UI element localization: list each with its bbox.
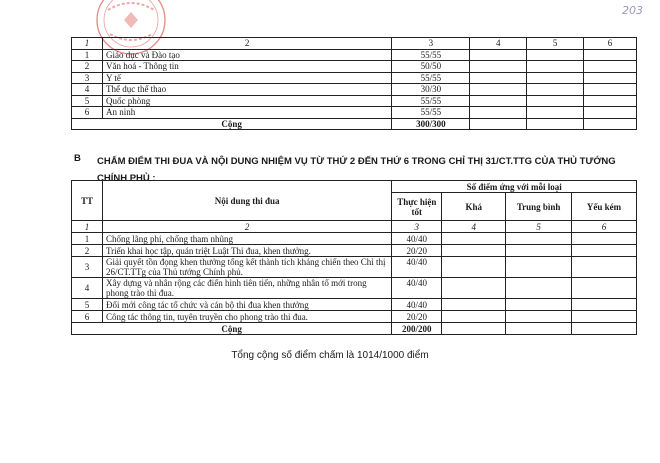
table-row <box>72 72 637 84</box>
header-score-group: Số điểm ứng với mỗi loại <box>392 181 637 193</box>
index-row <box>72 221 637 233</box>
row-number: 1 <box>72 49 103 61</box>
row-number: 5 <box>72 95 103 107</box>
index-cell: 3 <box>392 221 442 233</box>
section-title: CHẤM ĐIỂM THI ĐUA VÀ NỘI DUNG NHIỆM VỤ TỪ THỨ 2 ĐẾN THỨ 6 TRONG CHỈ THỊ 31/CT.TTG CỦA THỦ TƯỚNG CHÍNH PHỦ : <box>97 156 616 184</box>
row-content: Thể dục thể thao <box>102 84 391 96</box>
page-number: 203 <box>622 4 643 17</box>
row-content: Xây dựng và nhân rộng các điển hình tiên tiến, những nhân tố mới trong phong trào thi đua. <box>102 278 391 299</box>
criteria-table-a <box>71 37 637 130</box>
row-score: 55/55 <box>392 95 470 107</box>
row-number: 6 <box>72 311 103 323</box>
index-cell: 5 <box>506 221 572 233</box>
total-row <box>72 118 637 130</box>
header-cell: 6 <box>584 38 637 50</box>
row-content: Triển khai học tập, quán triệt Luật Thi đua, khen thưởng. <box>102 245 391 257</box>
table-row <box>72 278 637 299</box>
row-number: 5 <box>72 299 103 311</box>
row-number: 4 <box>72 84 103 96</box>
total-label: Cộng <box>72 323 392 335</box>
row-score: 40/40 <box>392 299 442 311</box>
table-row <box>72 245 637 257</box>
header-avg: Trung bình <box>506 193 572 221</box>
table-header-row <box>72 181 637 193</box>
row-content: Quốc phòng <box>102 95 391 107</box>
section-letter: B <box>74 153 81 164</box>
index-cell: 1 <box>72 221 103 233</box>
total-label: Cộng <box>72 118 392 130</box>
row-content: Công tác thông tin, tuyên truyền cho phong trào thi đua. <box>102 311 391 323</box>
row-score: 55/55 <box>392 72 470 84</box>
row-number: 1 <box>72 233 103 245</box>
row-score: 30/30 <box>392 84 470 96</box>
header-weak: Yếu kém <box>572 193 637 221</box>
grand-total: Tổng cộng số điểm chấm là 1014/1000 điểm <box>231 350 429 361</box>
row-number: 3 <box>72 72 103 84</box>
row-number: 6 <box>72 107 103 119</box>
index-cell: 4 <box>442 221 506 233</box>
row-number: 3 <box>72 257 103 278</box>
row-score: 40/40 <box>392 233 442 245</box>
table-row <box>72 107 637 119</box>
index-cell: 2 <box>102 221 391 233</box>
table-row <box>72 84 637 96</box>
row-content: Y tế <box>102 72 391 84</box>
row-content: Giáo dục và Đào tạo <box>102 49 391 61</box>
row-score: 20/20 <box>392 311 442 323</box>
table-row <box>72 233 637 245</box>
header-cell: 4 <box>470 38 527 50</box>
row-content: Chống lãng phí, chống tham nhũng <box>102 233 391 245</box>
row-score: 40/40 <box>392 278 442 299</box>
header-content: Nội dung thi đua <box>102 181 391 221</box>
header-good: Khá <box>442 193 506 221</box>
header-cell: 1 <box>72 38 103 50</box>
row-number: 2 <box>72 245 103 257</box>
table-row <box>72 49 637 61</box>
total-value: 300/300 <box>392 118 470 130</box>
row-content: Đổi mới công tác tổ chức và cán bộ thi đua khen thưởng <box>102 299 391 311</box>
header-done: Thực hiện tốt <box>392 193 442 221</box>
table-row <box>72 311 637 323</box>
row-score: 20/20 <box>392 245 442 257</box>
row-number: 2 <box>72 61 103 73</box>
header-tt: TT <box>72 181 103 221</box>
index-cell: 6 <box>572 221 637 233</box>
header-cell: 3 <box>392 38 470 50</box>
row-score: 40/40 <box>392 257 442 278</box>
table-row <box>72 95 637 107</box>
table-header-row <box>72 38 637 50</box>
header-cell: 5 <box>527 38 584 50</box>
table-row <box>72 61 637 73</box>
total-value: 200/200 <box>392 323 442 335</box>
row-content: Giải quyết tồn đọng khen thưởng tổng kết thành tích kháng chiến theo Chỉ thị 26/CT.TTg của Thủ tướng Chính phủ. <box>102 257 391 278</box>
row-score: 55/55 <box>392 107 470 119</box>
row-content: An ninh <box>102 107 391 119</box>
total-row <box>72 323 637 335</box>
criteria-table-b <box>71 180 637 335</box>
table-row <box>72 257 637 278</box>
row-content: Văn hoá - Thông tin <box>102 61 391 73</box>
table-row <box>72 299 637 311</box>
row-number: 4 <box>72 278 103 299</box>
row-score: 55/55 <box>392 49 470 61</box>
header-cell: 2 <box>102 38 391 50</box>
row-score: 50/50 <box>392 61 470 73</box>
